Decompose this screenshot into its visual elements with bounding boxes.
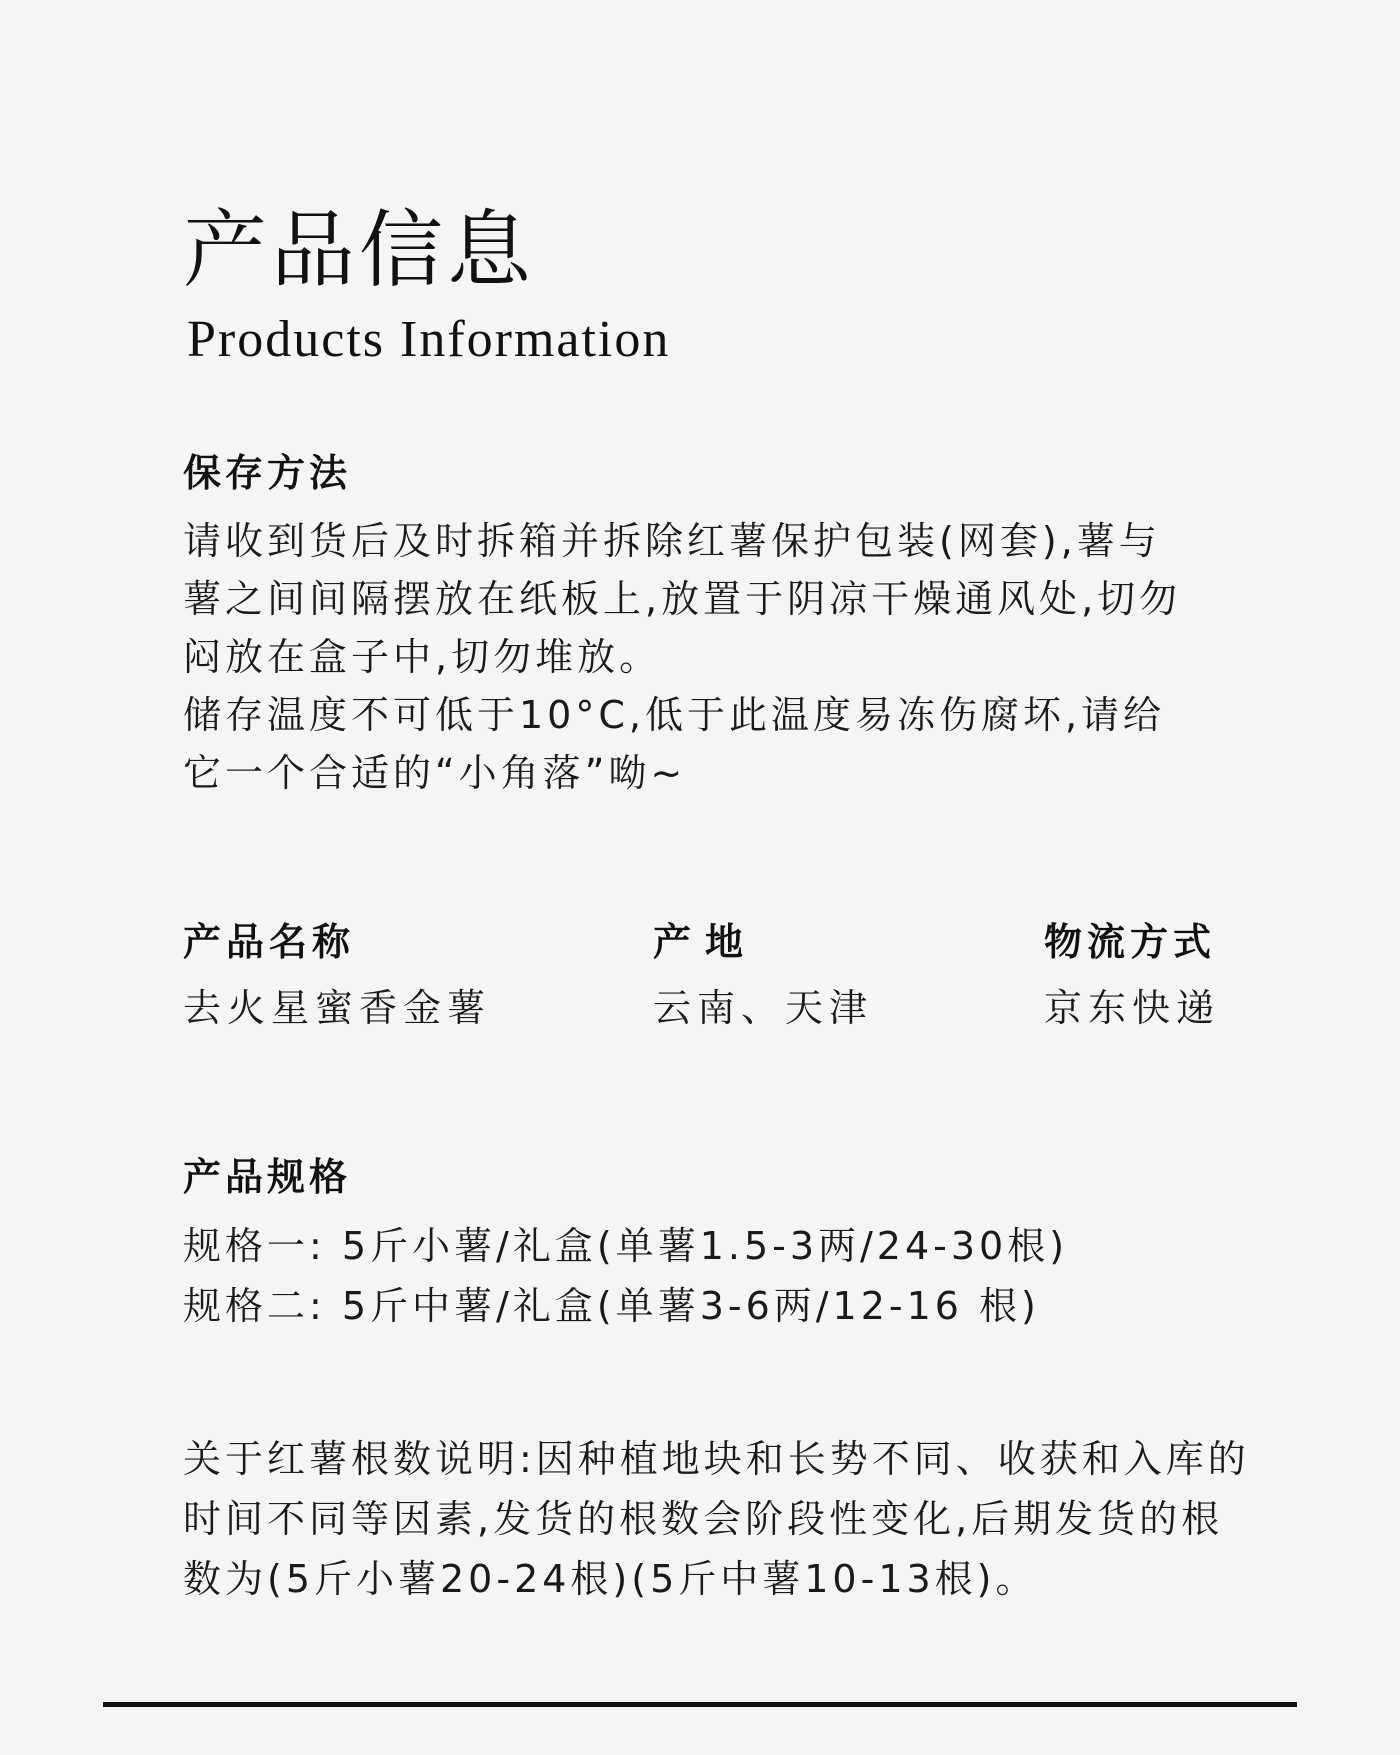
page-title: 产品信息 xyxy=(183,201,536,299)
storage-line: 闷放在盒子中,切勿堆放。 xyxy=(183,635,662,679)
storage-heading: 保存方法 xyxy=(183,451,352,495)
spec-item: 规格二: 5斤中薯/礼盒(单薯3-6两/12-16 根) xyxy=(183,1284,1040,1328)
origin-value: 云南、天津 xyxy=(653,986,874,1030)
storage-line: 它一个合适的“小角落”呦~ xyxy=(183,751,687,795)
product-name-column xyxy=(183,918,491,1032)
origin-label: 产地 xyxy=(653,920,758,964)
logistics-label: 物流方式 xyxy=(1044,920,1217,964)
specs-heading: 产品规格 xyxy=(183,1155,352,1199)
spec-item: 规格一: 5斤小薯/礼盒(单薯1.5-3两/24-30根) xyxy=(183,1224,1069,1268)
bottom-divider xyxy=(103,1702,1297,1707)
product-name-value: 去火星蜜香金薯 xyxy=(183,986,492,1030)
storage-line: 请收到货后及时拆箱并拆除红薯保护包装(网套),薯与 xyxy=(183,519,1161,563)
storage-line: 储存温度不可低于10°C,低于此温度易冻伤腐坏,请给 xyxy=(183,693,1166,737)
quantity-note xyxy=(183,1429,1250,1609)
note-line: 关于红薯根数说明:因种植地块和长势不同、收获和入库的 xyxy=(183,1437,1250,1481)
logistics-column xyxy=(1044,918,1220,1032)
logistics-value: 京东快递 xyxy=(1044,986,1221,1030)
origin-column xyxy=(653,918,873,1032)
specs-list xyxy=(183,1216,1223,1336)
storage-line: 薯之间间隔摆放在纸板上,放置于阴凉干燥通风处,切勿 xyxy=(183,577,1182,621)
note-line: 时间不同等因素,发货的根数会阶段性变化,后期发货的根 xyxy=(183,1497,1224,1541)
storage-paragraph xyxy=(183,512,1223,802)
product-name-label: 产品名称 xyxy=(183,920,356,964)
note-line: 数为(5斤小薯20-24根)(5斤中薯10-13根)。 xyxy=(183,1557,1038,1601)
page-subtitle: Products Information xyxy=(187,311,671,368)
